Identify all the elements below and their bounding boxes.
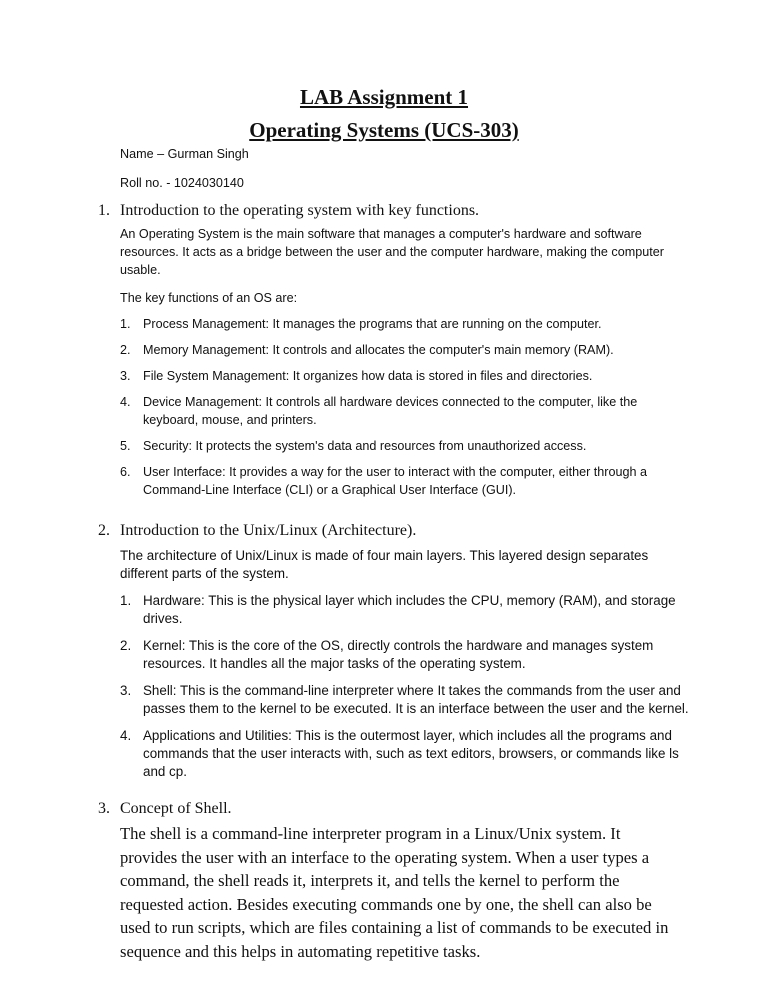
list-number: 4. [120, 728, 132, 743]
list-item [120, 341, 680, 359]
section-lead: The key functions of an OS are: [120, 291, 298, 305]
list-item [120, 637, 680, 673]
section-body: The shell is a command-line interpreter program in a Linux/Unix system. It provides the user with an interface to the operating system. When a user types a command, the shell reads it, interprets it, and tells the kernel to perform the requested action. Besides executing commands one by one, the shell can also be used to run scripts, which are files containing a list of commands to be executed in sequence and this helps in automating repetitive tasks. [120, 824, 669, 961]
list-number: 2. [120, 343, 131, 357]
section-intro: An Operating System is the main software that manages a computer's hardware and software resources. It acts as a bridge between the user and the computer hardware, making the computer usable. [120, 227, 664, 277]
list-number: 1. [120, 593, 132, 608]
list-text: Applications and Utilities: This is the outermost layer, which includes all the programs and commands that the user interacts with, such as text editors, browsers, or commands like ls and cp. [143, 728, 679, 779]
roll-number: Roll no. - 1024030140 [120, 176, 244, 190]
section-heading-row [98, 201, 680, 221]
section-number: 2. [98, 522, 110, 539]
list-item [120, 437, 680, 455]
document-title: LAB Assignment 1 [299, 85, 469, 109]
list-item [120, 367, 680, 385]
section-heading: Concept of Shell. [120, 800, 232, 817]
list-item [120, 727, 680, 781]
section-heading: Introduction to the Unix/Linux (Architecture). [120, 522, 417, 539]
list-item [120, 315, 680, 333]
list-text: Hardware: This is the physical layer which includes the CPU, memory (RAM), and storage drives. [143, 593, 676, 626]
document-subtitle: Operating Systems (UCS-303) [249, 118, 519, 142]
list-text: User Interface: It provides a way for the user to interact with the computer, either through a Command-Line Interface (CLI) or a Graphical User Interface (GUI). [143, 465, 648, 497]
section-heading: Introduction to the operating system with key functions. [120, 202, 480, 219]
list-number: 3. [120, 369, 131, 383]
list-number: 4. [120, 395, 131, 409]
list-text: Device Management: It controls all hardware devices connected to the computer, like the keyboard, mouse, and printers. [143, 395, 638, 427]
list-text: File System Management: It organizes how data is stored in files and directories. [143, 369, 593, 383]
list-number: 2. [120, 638, 132, 653]
list-number: 1. [120, 317, 131, 331]
student-name: Name – Gurman Singh [120, 147, 249, 161]
list-text: Kernel: This is the core of the OS, directly controls the hardware and manages system resources. It handles all the major tasks of the operating system. [143, 638, 654, 671]
section-number: 3. [98, 800, 110, 817]
section-heading-row [98, 521, 680, 541]
list-text: Process Management: It manages the programs that are running on the computer. [143, 317, 602, 331]
list-item [120, 393, 645, 429]
list-number: 6. [120, 465, 131, 479]
list-item [120, 463, 680, 499]
list-item [120, 682, 695, 718]
list-text: Security: It protects the system's data and resources from unauthorized access. [143, 439, 587, 453]
section-2 [0, 521, 768, 781]
section-3 [0, 799, 768, 964]
section-number: 1. [98, 202, 110, 219]
section-1 [0, 201, 768, 499]
section-heading-row [98, 799, 680, 819]
list-text: Memory Management: It controls and allocates the computer's main memory (RAM). [143, 343, 614, 357]
section-intro: The architecture of Unix/Linux is made of four main layers. This layered design separates different parts of the system. [120, 548, 649, 581]
list-number: 5. [120, 439, 131, 453]
list-number: 3. [120, 683, 132, 698]
list-item [120, 592, 680, 628]
list-text: Shell: This is the command-line interpreter where It takes the commands from the user and passes them to the kernel to be executed. It is an interface between the user and the kernel. [143, 683, 689, 716]
